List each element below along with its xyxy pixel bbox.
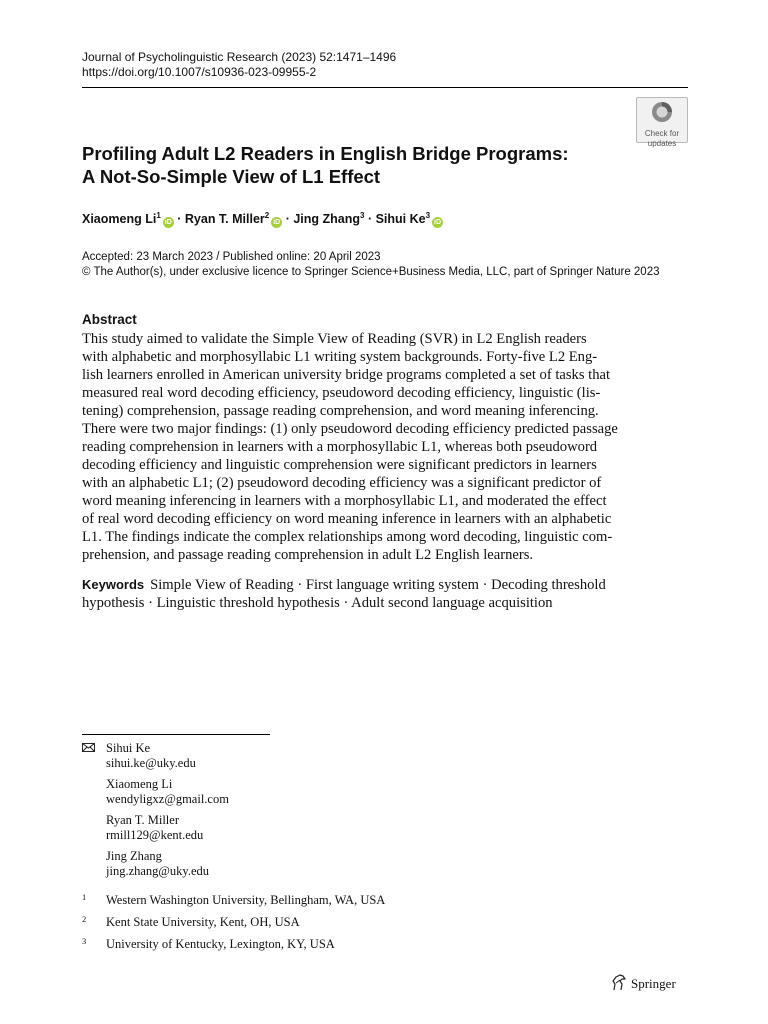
keywords-line-1: Simple View of Reading · First language writing system · Decoding threshold [150,577,606,593]
affiliations-list [82,893,385,959]
affiliation-number: 2 [82,914,87,924]
affiliation-text: Kent State University, Kent, OH, USA [106,915,300,929]
affiliation-text: Western Washington University, Bellingham, WA, USA [106,893,386,907]
keywords-label: Keywords [82,577,145,592]
author-separator: · [282,212,294,227]
author-affiliation-sup: 1 [156,211,161,220]
contact-entry [82,777,229,806]
contact-name: Ryan T. Miller [106,813,179,827]
abstract-line: L1. The findings indicate the complex relationships among word decoding, linguistic com- [82,529,613,545]
abstract-line: decoding efficiency and linguistic comprehension were significant predictors in learners [82,457,597,473]
abstract-line: measured real word decoding efficiency, pseudoword decoding efficiency, linguistic (lis- [82,385,601,401]
journal-header [82,50,396,80]
author-name[interactable]: Xiaomeng Li [82,212,157,227]
contact-entry [82,813,229,842]
accepted-published-line: Accepted: 23 March 2023 / Published online: 20 April 2023 [82,251,381,263]
title-line-1: Profiling Adult L2 Readers in English Bridge Programs: [82,143,569,164]
abstract-line: of real word decoding efficiency on word meaning inference in learners with an alphabetic [82,511,612,527]
abstract-line: There were two major findings: (1) only pseudoword decoding efficiency predicted passage [82,421,618,437]
author-affiliation-sup: 3 [425,211,431,220]
publication-dates [82,250,660,280]
author-separator: · [364,212,376,227]
crossmark-icon [651,101,673,123]
publisher-logo [611,974,676,993]
abstract-line: lish learners enrolled in American university bridge programs completed a set of tasks that [82,367,611,383]
copyright-line: © The Author(s), under exclusive licence to Springer Science+Business Media, LLC, part of Springer Nature 2023 [82,266,660,278]
affiliation-item [82,893,385,915]
abstract-line: reading comprehension in learners with a morphosyllabic L1, whereas both pseudoword [82,439,598,455]
correspondence-block [82,741,229,885]
keywords-line-2: hypothesis · Linguistic threshold hypothesis · Adult second language acquisition [82,595,553,611]
abstract-line: with an alphabetic L1; (2) pseudoword decoding efficiency was a significant predictor of [82,475,602,491]
envelope-icon [82,743,95,752]
springer-horse-icon [611,974,627,991]
abstract-line: prehension, and passage reading comprehension in adult L2 English learners. [82,547,534,563]
affiliation-text: University of Kentucky, Lexington, KY, USA [106,937,335,951]
author-name[interactable]: Jing Zhang [293,212,361,227]
footnote-rule [82,734,270,735]
publisher-name: Springer [631,976,676,991]
doi-link[interactable]: https://doi.org/10.1007/s10936-023-09955-2 [82,65,317,79]
affiliation-item [82,937,385,959]
orcid-icon[interactable]: iD [434,219,442,227]
contact-email[interactable]: rmill129@kent.edu [106,827,204,842]
keywords-section [82,576,686,612]
abstract-body [82,330,686,564]
orcid-icon[interactable]: iD [273,219,281,227]
contact-name: Xiaomeng Li [106,777,173,791]
affiliation-number: 3 [82,936,87,946]
author-affiliation-sup: 2 [264,211,270,220]
check-for-updates-badge[interactable] [636,97,688,148]
author-separator: · [173,212,185,227]
contact-email[interactable]: sihui.ke@uky.edu [106,755,196,770]
abstract-line: with alphabetic and morphosyllabic L1 writing system backgrounds. Forty-five L2 Eng- [82,349,598,365]
abstract-line: This study aimed to validate the Simple View of Reading (SVR) in L2 English readers [82,331,587,347]
header-rule [82,87,688,88]
contact-entry [82,741,229,770]
contact-name: Sihui Ke [106,741,151,755]
crossmark-label-1: Check for [644,129,680,138]
contact-email[interactable]: jing.zhang@uky.edu [106,863,210,878]
journal-citation: Journal of Psycholinguistic Research (2023) 52:1471–1496 [82,50,397,64]
title-line-2: A Not-So-Simple View of L1 Effect [82,166,381,187]
author-list [82,208,443,228]
abstract-line: word meaning inferencing in learners with a morphosyllabic L1, and moderated the effect [82,493,607,509]
paper-title [82,142,642,188]
author-affiliation-sup: 3 [360,211,365,220]
contact-entry [82,849,229,878]
abstract-heading: Abstract [82,312,137,327]
contact-email[interactable]: wendyligxz@gmail.com [106,791,229,806]
affiliation-number: 1 [82,892,87,902]
abstract-line: tening) comprehension, passage reading comprehension, and word meaning inferencing. [82,403,599,419]
author-name[interactable]: Sihui Ke [375,212,426,227]
crossmark-label-2: updates [647,139,677,148]
affiliation-item [82,915,385,937]
contact-name: Jing Zhang [106,849,162,863]
author-name[interactable]: Ryan T. Miller [184,212,265,227]
orcid-icon[interactable]: iD [164,219,172,227]
